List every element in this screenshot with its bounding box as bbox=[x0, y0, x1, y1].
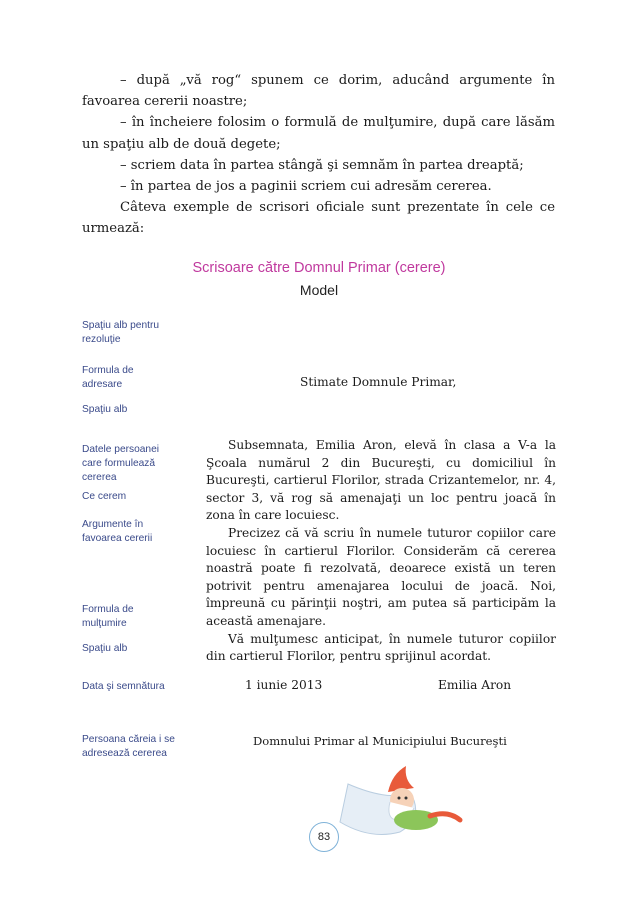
gnome-mascot-image bbox=[330, 762, 470, 842]
intro-item: Câteva exemple de scrisori oficiale sunt prezentate în cele ce urmează: bbox=[82, 200, 555, 237]
addressee: Domnului Primar al Municipiului Bucureşti bbox=[253, 734, 507, 748]
intro-text bbox=[82, 70, 555, 240]
letter-signature: Emilia Aron bbox=[438, 678, 512, 692]
intro-item: – după „vă rog“ spunem ce dorim, aducând argumente în favoarea cererii noastre; bbox=[82, 73, 555, 110]
side-label-data-semnatura: Data şi semnătura bbox=[82, 681, 165, 692]
page-number: 83 bbox=[309, 822, 339, 852]
letter-body bbox=[206, 437, 556, 666]
side-label-persoana: Persoana căreia i se adresează cererea bbox=[82, 734, 175, 759]
side-label-argumente: Argumente în favoarea cererii bbox=[82, 519, 153, 544]
letter-date: 1 iunie 2013 bbox=[245, 678, 323, 692]
side-label-rezolutie: Spaţiu alb pentru rezoluţie bbox=[82, 320, 160, 345]
side-label-formula-adresare: Formula de adresare bbox=[82, 365, 134, 390]
letter-title: Scrisoare către Domnul Primar (cerere) bbox=[192, 260, 446, 276]
letter-paragraph: Vă mulţumesc anticipat, în numele tuturor copiilor din cartierul Florilor, pentru sprijinul acordat. bbox=[206, 631, 556, 664]
intro-item: – în încheiere folosim o formulă de mulţumire, după care lăsăm un spaţiu alb de două degete; bbox=[82, 115, 555, 152]
salutation: Stimate Domnule Primar, bbox=[300, 375, 457, 389]
letter-paragraph: Precizez că vă scriu în numele tuturor copiilor care locuiesc în cartierul Florilor. Considerăm că cererea noastră poate fi rezolvată, deoarece există un teren potrivit pentru amenajarea locului de joacă. Noi, împreună cu părinţii noştri, am putea să participăm la această amenajare. bbox=[206, 525, 556, 628]
intro-item: – scriem data în partea stângă şi semnăm în partea dreaptă; bbox=[120, 157, 524, 173]
side-label-ce-cerem: Ce cerem bbox=[82, 491, 127, 502]
side-label-spatiu-alb-2: Spaţiu alb bbox=[82, 643, 128, 654]
side-label-date-persoane: Datele persoanei care formulează cererea bbox=[82, 444, 160, 483]
side-label-spatiu-alb-1: Spaţiu alb bbox=[82, 404, 128, 415]
side-label-formula-multumire: Formula de mulţumire bbox=[82, 604, 134, 629]
intro-item: – în partea de jos a paginii scriem cui adresăm cererea. bbox=[120, 179, 492, 195]
letter-paragraph: Subsemnata, Emilia Aron, elevă în clasa a V-a la Şcoala numărul 2 din Bucureşti, cu domiciliul în Bucureşti, cartierul Florilor, strada Crizantemelor, nr. 4, sector 3, vă rog să amenajaţi un loc pentru joacă în zona în care locuiesc. bbox=[206, 438, 556, 523]
letter-subtitle: Model bbox=[299, 282, 339, 298]
